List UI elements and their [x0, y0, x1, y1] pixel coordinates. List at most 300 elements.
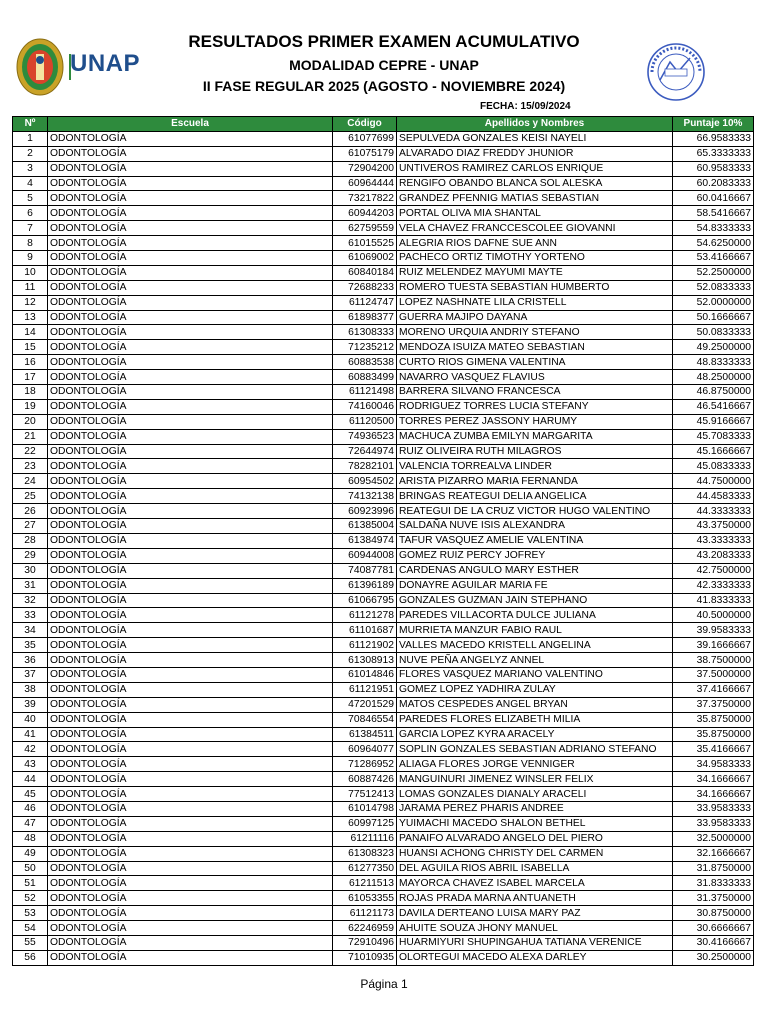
results-table	[12, 116, 754, 966]
table-body	[13, 131, 754, 965]
director-stamp	[646, 42, 706, 102]
school-cell: ODONTOLOGÍA	[48, 504, 333, 519]
student-name-cell: PAREDES FLORES ELIZABETH MILIA	[397, 712, 673, 727]
code-cell: 61308333	[333, 325, 397, 340]
school-cell: ODONTOLOGÍA	[48, 548, 333, 563]
student-name-cell: DEL AGUILA RIOS ABRIL ISABELLA	[397, 861, 673, 876]
table-row	[13, 191, 754, 206]
score-cell: 48.8333333	[673, 355, 754, 370]
table-row	[13, 653, 754, 668]
table-row	[13, 831, 754, 846]
student-name-cell: GOMEZ LOPEZ YADHIRA ZULAY	[397, 682, 673, 697]
table-row	[13, 906, 754, 921]
student-name-cell: ROMERO TUESTA SEBASTIAN HUMBERTO	[397, 280, 673, 295]
table-row	[13, 251, 754, 266]
table-row	[13, 816, 754, 831]
table-row	[13, 950, 754, 965]
score-cell: 30.8750000	[673, 906, 754, 921]
school-cell: ODONTOLOGÍA	[48, 325, 333, 340]
document-phase: II FASE REGULAR 2025 (AGOSTO - NOVIEMBRE 2024)	[202, 78, 566, 94]
table-row	[13, 608, 754, 623]
code-cell: 72904200	[333, 161, 397, 176]
row-number: 21	[13, 429, 48, 444]
school-cell: ODONTOLOGÍA	[48, 459, 333, 474]
code-cell: 60954502	[333, 474, 397, 489]
student-name-cell: DONAYRE AGUILAR MARIA FE	[397, 578, 673, 593]
student-name-cell: MURRIETA MANZUR FABIO RAUL	[397, 623, 673, 638]
row-number: 43	[13, 757, 48, 772]
score-cell: 35.4166667	[673, 742, 754, 757]
score-cell: 30.4166667	[673, 935, 754, 950]
code-cell: 71235212	[333, 340, 397, 355]
code-cell: 70846554	[333, 712, 397, 727]
score-cell: 33.9583333	[673, 816, 754, 831]
row-number: 29	[13, 548, 48, 563]
student-name-cell: MATOS CESPEDES ANGEL BRYAN	[397, 697, 673, 712]
school-cell: ODONTOLOGÍA	[48, 727, 333, 742]
school-cell: ODONTOLOGÍA	[48, 191, 333, 206]
code-cell: 61069002	[333, 251, 397, 266]
code-cell: 61121951	[333, 682, 397, 697]
row-number: 37	[13, 667, 48, 682]
score-cell: 50.1666667	[673, 310, 754, 325]
code-cell: 61211513	[333, 876, 397, 891]
row-number: 12	[13, 295, 48, 310]
score-cell: 58.5416667	[673, 206, 754, 221]
code-cell: 61014846	[333, 667, 397, 682]
score-cell: 38.7500000	[673, 653, 754, 668]
score-cell: 65.3333333	[673, 146, 754, 161]
student-name-cell: DAVILA DERTEANO LUISA MARY PAZ	[397, 906, 673, 921]
school-cell: ODONTOLOGÍA	[48, 772, 333, 787]
school-cell: ODONTOLOGÍA	[48, 221, 333, 236]
unap-logo-text: UNAP	[70, 50, 141, 77]
table-row	[13, 265, 754, 280]
student-name-cell: HUARMIYURI SHUPINGAHUA TATIANA VERENICE	[397, 935, 673, 950]
row-number: 39	[13, 697, 48, 712]
code-cell: 77512413	[333, 787, 397, 802]
code-cell: 61277350	[333, 861, 397, 876]
score-cell: 45.9166667	[673, 414, 754, 429]
student-name-cell: FLORES VASQUEZ MARIANO VALENTINO	[397, 667, 673, 682]
row-number: 13	[13, 310, 48, 325]
student-name-cell: ALIAGA FLORES JORGE VENNIGER	[397, 757, 673, 772]
code-cell: 61898377	[333, 310, 397, 325]
student-name-cell: PAREDES VILLACORTA DULCE JULIANA	[397, 608, 673, 623]
score-cell: 31.8333333	[673, 876, 754, 891]
score-cell: 35.8750000	[673, 712, 754, 727]
table-row	[13, 280, 754, 295]
row-number: 1	[13, 131, 48, 146]
row-number: 23	[13, 459, 48, 474]
student-name-cell: MACHUCA ZUMBA EMILYN MARGARITA	[397, 429, 673, 444]
table-row	[13, 787, 754, 802]
code-cell: 72910496	[333, 935, 397, 950]
student-name-cell: REATEGUI DE LA CRUZ VICTOR HUGO VALENTINO	[397, 504, 673, 519]
row-number: 42	[13, 742, 48, 757]
school-cell: ODONTOLOGÍA	[48, 608, 333, 623]
table-row	[13, 697, 754, 712]
school-cell: ODONTOLOGÍA	[48, 950, 333, 965]
row-number: 55	[13, 935, 48, 950]
table-row	[13, 891, 754, 906]
code-cell: 74087781	[333, 563, 397, 578]
row-number: 3	[13, 161, 48, 176]
code-cell: 61075179	[333, 146, 397, 161]
table-row	[13, 131, 754, 146]
row-number: 16	[13, 355, 48, 370]
code-cell: 61066795	[333, 593, 397, 608]
code-cell: 74160046	[333, 399, 397, 414]
row-number: 50	[13, 861, 48, 876]
student-name-cell: ALEGRIA RIOS DAFNE SUE ANN	[397, 236, 673, 251]
table-row	[13, 876, 754, 891]
table-row	[13, 742, 754, 757]
row-number: 31	[13, 578, 48, 593]
row-number: 5	[13, 191, 48, 206]
student-name-cell: RUIZ MELENDEZ MAYUMI MAYTE	[397, 265, 673, 280]
code-cell: 71286952	[333, 757, 397, 772]
row-number: 7	[13, 221, 48, 236]
row-number: 14	[13, 325, 48, 340]
student-name-cell: ROJAS PRADA MARNA ANTUANETH	[397, 891, 673, 906]
score-cell: 32.5000000	[673, 831, 754, 846]
school-cell: ODONTOLOGÍA	[48, 444, 333, 459]
student-name-cell: BARRERA SILVANO FRANCESCA	[397, 385, 673, 400]
school-cell: ODONTOLOGÍA	[48, 206, 333, 221]
table-row	[13, 623, 754, 638]
table-row	[13, 638, 754, 653]
school-cell: ODONTOLOGÍA	[48, 533, 333, 548]
score-cell: 33.9583333	[673, 801, 754, 816]
code-cell: 61077699	[333, 131, 397, 146]
row-number: 38	[13, 682, 48, 697]
score-cell: 45.1666667	[673, 444, 754, 459]
school-cell: ODONTOLOGÍA	[48, 280, 333, 295]
school-cell: ODONTOLOGÍA	[48, 593, 333, 608]
score-cell: 31.3750000	[673, 891, 754, 906]
score-cell: 60.0416667	[673, 191, 754, 206]
table-row	[13, 682, 754, 697]
score-cell: 43.2083333	[673, 548, 754, 563]
document-subtitle: MODALIDAD CEPRE - UNAP	[289, 57, 479, 73]
code-cell: 71010935	[333, 950, 397, 965]
row-number: 26	[13, 504, 48, 519]
student-name-cell: RUIZ OLIVEIRA RUTH MILAGROS	[397, 444, 673, 459]
student-name-cell: YUIMACHI MACEDO SHALON BETHEL	[397, 816, 673, 831]
score-cell: 40.5000000	[673, 608, 754, 623]
code-cell: 78282101	[333, 459, 397, 474]
row-number: 28	[13, 533, 48, 548]
school-cell: ODONTOLOGÍA	[48, 519, 333, 534]
row-number: 20	[13, 414, 48, 429]
school-cell: ODONTOLOGÍA	[48, 816, 333, 831]
student-name-cell: LOPEZ NASHNATE LILA CRISTELL	[397, 295, 673, 310]
table-row	[13, 414, 754, 429]
table-row	[13, 921, 754, 936]
score-cell: 46.8750000	[673, 385, 754, 400]
student-name-cell: SEPULVEDA GONZALES KEISI NAYELI	[397, 131, 673, 146]
code-cell: 61308913	[333, 653, 397, 668]
student-name-cell: VALLES MACEDO KRISTELL ANGELINA	[397, 638, 673, 653]
student-name-cell: NAVARRO VASQUEZ FLAVIUS	[397, 370, 673, 385]
school-cell: ODONTOLOGÍA	[48, 236, 333, 251]
school-cell: ODONTOLOGÍA	[48, 176, 333, 191]
student-name-cell: NUVE PEÑA ANGELYZ ANNEL	[397, 653, 673, 668]
code-cell: 60964077	[333, 742, 397, 757]
score-cell: 52.0833333	[673, 280, 754, 295]
student-name-cell: CARDENAS ANGULO MARY ESTHER	[397, 563, 673, 578]
school-cell: ODONTOLOGÍA	[48, 146, 333, 161]
student-name-cell: GRANDEZ PFENNIG MATIAS SEBASTIAN	[397, 191, 673, 206]
score-cell: 42.3333333	[673, 578, 754, 593]
student-name-cell: TAFUR VASQUEZ AMELIE VALENTINA	[397, 533, 673, 548]
score-cell: 32.1666667	[673, 846, 754, 861]
score-cell: 53.4166667	[673, 251, 754, 266]
score-cell: 37.5000000	[673, 667, 754, 682]
column-header-school: Escuela	[48, 117, 333, 132]
student-name-cell: RENGIFO OBANDO BLANCA SOL ALESKA	[397, 176, 673, 191]
school-cell: ODONTOLOGÍA	[48, 489, 333, 504]
code-cell: 62759559	[333, 221, 397, 236]
row-number: 22	[13, 444, 48, 459]
row-number: 32	[13, 593, 48, 608]
table-row	[13, 504, 754, 519]
code-cell: 61384511	[333, 727, 397, 742]
score-cell: 41.8333333	[673, 593, 754, 608]
row-number: 52	[13, 891, 48, 906]
row-number: 24	[13, 474, 48, 489]
school-cell: ODONTOLOGÍA	[48, 131, 333, 146]
code-cell: 61121173	[333, 906, 397, 921]
table-row	[13, 772, 754, 787]
student-name-cell: CURTO RIOS GIMENA VALENTINA	[397, 355, 673, 370]
school-cell: ODONTOLOGÍA	[48, 712, 333, 727]
column-header-name: Apellidos y Nombres	[397, 117, 673, 132]
code-cell: 61121278	[333, 608, 397, 623]
table-row	[13, 161, 754, 176]
school-cell: ODONTOLOGÍA	[48, 370, 333, 385]
row-number: 56	[13, 950, 48, 965]
row-number: 9	[13, 251, 48, 266]
code-cell: 60964444	[333, 176, 397, 191]
column-header-score: Puntaje 10%	[673, 117, 754, 132]
table-row	[13, 310, 754, 325]
student-name-cell: PANAIFO ALVARADO ANGELO DEL PIERO	[397, 831, 673, 846]
score-cell: 66.9583333	[673, 131, 754, 146]
row-number: 46	[13, 801, 48, 816]
table-row	[13, 146, 754, 161]
table-row	[13, 667, 754, 682]
page-number: Página 1	[360, 977, 408, 991]
code-cell: 60944203	[333, 206, 397, 221]
row-number: 40	[13, 712, 48, 727]
school-cell: ODONTOLOGÍA	[48, 831, 333, 846]
row-number: 54	[13, 921, 48, 936]
document-title: RESULTADOS PRIMER EXAMEN ACUMULATIVO	[188, 32, 580, 51]
table-row	[13, 801, 754, 816]
code-cell: 61121498	[333, 385, 397, 400]
row-number: 51	[13, 876, 48, 891]
school-cell: ODONTOLOGÍA	[48, 265, 333, 280]
student-name-cell: VALENCIA TORREALVA LINDER	[397, 459, 673, 474]
code-cell: 60883499	[333, 370, 397, 385]
row-number: 33	[13, 608, 48, 623]
code-cell: 60887426	[333, 772, 397, 787]
score-cell: 60.9583333	[673, 161, 754, 176]
score-cell: 42.7500000	[673, 563, 754, 578]
table-row	[13, 399, 754, 414]
student-name-cell: AHUITE SOUZA JHONY MANUEL	[397, 921, 673, 936]
score-cell: 37.3750000	[673, 697, 754, 712]
table-row	[13, 221, 754, 236]
student-name-cell: JARAMA PEREZ PHARIS ANDREE	[397, 801, 673, 816]
school-cell: ODONTOLOGÍA	[48, 578, 333, 593]
code-cell: 72688233	[333, 280, 397, 295]
code-cell: 72644974	[333, 444, 397, 459]
school-cell: ODONTOLOGÍA	[48, 876, 333, 891]
code-cell: 61385004	[333, 519, 397, 534]
table-row	[13, 429, 754, 444]
school-cell: ODONTOLOGÍA	[48, 638, 333, 653]
student-name-cell: LOMAS GONZALES DIANALY ARACELI	[397, 787, 673, 802]
student-name-cell: VELA CHAVEZ FRANCCESCOLEE GIOVANNI	[397, 221, 673, 236]
code-cell: 60944008	[333, 548, 397, 563]
code-cell: 61308323	[333, 846, 397, 861]
table-row	[13, 846, 754, 861]
code-cell: 62246959	[333, 921, 397, 936]
code-cell: 60923996	[333, 504, 397, 519]
score-cell: 46.5416667	[673, 399, 754, 414]
row-number: 35	[13, 638, 48, 653]
table-row	[13, 206, 754, 221]
school-cell: ODONTOLOGÍA	[48, 340, 333, 355]
score-cell: 37.4166667	[673, 682, 754, 697]
table-row	[13, 176, 754, 191]
row-number: 18	[13, 385, 48, 400]
row-number: 44	[13, 772, 48, 787]
code-cell: 60883538	[333, 355, 397, 370]
table-row	[13, 459, 754, 474]
table-row	[13, 385, 754, 400]
row-number: 49	[13, 846, 48, 861]
row-number: 47	[13, 816, 48, 831]
table-row	[13, 533, 754, 548]
code-cell: 73217822	[333, 191, 397, 206]
table-row	[13, 563, 754, 578]
score-cell: 34.1666667	[673, 787, 754, 802]
school-cell: ODONTOLOGÍA	[48, 891, 333, 906]
table-row	[13, 548, 754, 563]
school-cell: ODONTOLOGÍA	[48, 399, 333, 414]
row-number: 11	[13, 280, 48, 295]
score-cell: 39.1666667	[673, 638, 754, 653]
school-cell: ODONTOLOGÍA	[48, 251, 333, 266]
row-number: 10	[13, 265, 48, 280]
code-cell: 61014798	[333, 801, 397, 816]
table-row	[13, 340, 754, 355]
student-name-cell: MANGUINURI JIMENEZ WINSLER FELIX	[397, 772, 673, 787]
row-number: 27	[13, 519, 48, 534]
code-cell: 60840184	[333, 265, 397, 280]
school-cell: ODONTOLOGÍA	[48, 921, 333, 936]
score-cell: 48.2500000	[673, 370, 754, 385]
score-cell: 54.6250000	[673, 236, 754, 251]
student-name-cell: PORTAL OLIVA MIA SHANTAL	[397, 206, 673, 221]
student-name-cell: MENDOZA ISUIZA MATEO SEBASTIAN	[397, 340, 673, 355]
code-cell: 60997125	[333, 816, 397, 831]
row-number: 2	[13, 146, 48, 161]
school-cell: ODONTOLOGÍA	[48, 697, 333, 712]
column-header-number: Nº	[13, 117, 48, 132]
document-header	[0, 0, 768, 118]
code-cell: 61384974	[333, 533, 397, 548]
row-number: 41	[13, 727, 48, 742]
score-cell: 54.8333333	[673, 221, 754, 236]
school-cell: ODONTOLOGÍA	[48, 295, 333, 310]
score-cell: 43.3750000	[673, 519, 754, 534]
school-cell: ODONTOLOGÍA	[48, 385, 333, 400]
table-row	[13, 861, 754, 876]
table-row	[13, 519, 754, 534]
row-number: 36	[13, 653, 48, 668]
code-cell: 74132138	[333, 489, 397, 504]
table-row	[13, 444, 754, 459]
row-number: 15	[13, 340, 48, 355]
school-cell: ODONTOLOGÍA	[48, 742, 333, 757]
code-cell: 61211116	[333, 831, 397, 846]
school-cell: ODONTOLOGÍA	[48, 414, 333, 429]
row-number: 30	[13, 563, 48, 578]
document-date: FECHA: 15/09/2024	[480, 101, 571, 112]
row-number: 19	[13, 399, 48, 414]
student-name-cell: GONZALES GUZMAN JAIN STEPHANO	[397, 593, 673, 608]
school-cell: ODONTOLOGÍA	[48, 801, 333, 816]
school-cell: ODONTOLOGÍA	[48, 310, 333, 325]
score-cell: 35.8750000	[673, 727, 754, 742]
table-row	[13, 295, 754, 310]
code-cell: 61101687	[333, 623, 397, 638]
row-number: 53	[13, 906, 48, 921]
score-cell: 45.0833333	[673, 459, 754, 474]
score-cell: 50.0833333	[673, 325, 754, 340]
code-cell: 74936523	[333, 429, 397, 444]
score-cell: 52.0000000	[673, 295, 754, 310]
school-cell: ODONTOLOGÍA	[48, 757, 333, 772]
student-name-cell: GOMEZ RUIZ PERCY JOFREY	[397, 548, 673, 563]
score-cell: 60.2083333	[673, 176, 754, 191]
score-cell: 49.2500000	[673, 340, 754, 355]
student-name-cell: MORENO URQUIA ANDRIY STEFANO	[397, 325, 673, 340]
student-name-cell: GARCIA LOPEZ KYRA ARACELY	[397, 727, 673, 742]
student-name-cell: MAYORCA CHAVEZ ISABEL MARCELA	[397, 876, 673, 891]
score-cell: 34.1666667	[673, 772, 754, 787]
school-cell: ODONTOLOGÍA	[48, 787, 333, 802]
row-number: 17	[13, 370, 48, 385]
row-number: 45	[13, 787, 48, 802]
code-cell: 47201529	[333, 697, 397, 712]
table-row	[13, 325, 754, 340]
student-name-cell: SALDAÑA NUVE ISIS ALEXANDRA	[397, 519, 673, 534]
table-row	[13, 935, 754, 950]
student-name-cell: ARISTA PIZARRO MARIA FERNANDA	[397, 474, 673, 489]
score-cell: 44.4583333	[673, 489, 754, 504]
school-cell: ODONTOLOGÍA	[48, 563, 333, 578]
student-name-cell: BRINGAS REATEGUI DELIA ANGELICA	[397, 489, 673, 504]
score-cell: 34.9583333	[673, 757, 754, 772]
row-number: 4	[13, 176, 48, 191]
school-cell: ODONTOLOGÍA	[48, 906, 333, 921]
